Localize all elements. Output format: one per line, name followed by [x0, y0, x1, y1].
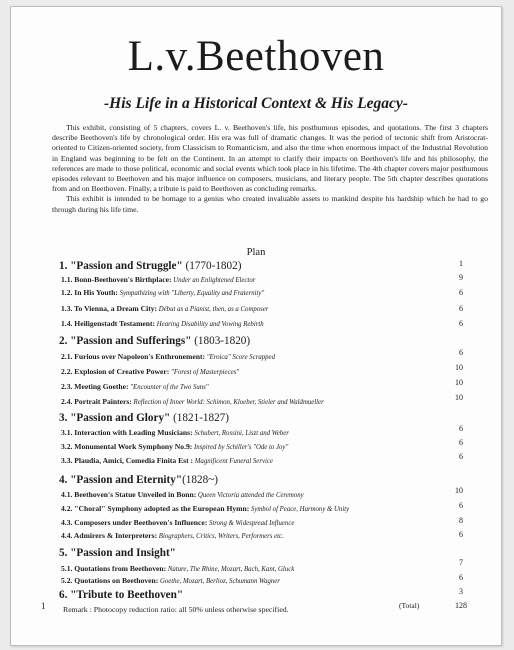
item-3-2 — [61, 442, 288, 452]
intro-paragraph: This exhibit is intended to be homage to a genius who created invaluable assets to mankind despite his hardship which he had to go through during his life time. — [52, 194, 488, 214]
item-2-3 — [61, 382, 209, 392]
chapter-title: 1. "Passion and Struggle" — [59, 260, 183, 272]
item-desc: Nature, The Rhine, Mozart, Bach, Kant, Gluck — [166, 566, 295, 573]
item-desc: Reflection of Inner World: Schimon, Kloeber, Stieler and Waldmueller — [131, 399, 324, 406]
item-label: 4.4. Admirers & Interpreters: — [61, 531, 158, 540]
chapter-title: 4. "Passion and Eternity" — [59, 474, 183, 486]
plan-heading: Plan — [246, 247, 266, 258]
document-subtitle: -His Life in a Historical Context & His Legacy- — [104, 95, 408, 112]
chapter-1-heading — [59, 260, 241, 273]
chapter-2-heading — [59, 335, 250, 348]
chapter-years: (1803-1820) — [191, 335, 251, 347]
item-1-2 — [61, 288, 264, 298]
chapter-years: (1821-1827) — [170, 412, 229, 424]
item-desc: Schubert, Rossini, Liszt and Weber — [192, 430, 289, 437]
item-label: 4.3. Composers under Beethoven's Influence: — [61, 518, 208, 527]
item-1-3 — [61, 304, 268, 314]
item-desc: Sympathizing with "Liberty, Equality and Fraternity" — [117, 290, 265, 297]
item-4-2 — [61, 504, 349, 514]
chapter-years: (1828~) — [182, 474, 218, 486]
document-title: L.v.Beethoven — [127, 33, 385, 80]
item-4-3 — [61, 518, 294, 528]
item-1-4-pages: 6 — [459, 319, 463, 328]
chapter-6-heading — [59, 589, 183, 602]
chapter-1-pages: 1 — [459, 259, 463, 268]
item-4-4 — [61, 531, 284, 541]
item-desc: Inspired by Schiller's "Ode to Joy" — [192, 444, 289, 451]
remark: Remark : Photocopy reduction ratio: all 50% unless otherwise specified. — [63, 605, 289, 614]
item-label: 4.2. "Choral" Symphony adopted as the European Hymn: — [61, 504, 250, 513]
chapter-5-pages: 7 — [459, 558, 463, 567]
item-4-1 — [61, 490, 304, 500]
item-desc: Under an Enlightened Elector — [171, 277, 256, 284]
item-2-2 — [61, 367, 239, 377]
chapter-title: 6. "Tribute to Beethoven" — [59, 589, 184, 601]
item-3-2-pages: 6 — [459, 438, 463, 447]
item-4-4-pages: 6 — [459, 530, 463, 539]
item-1-4 — [61, 319, 264, 329]
chapter-title: 3. "Passion and Glory" — [59, 412, 171, 424]
item-label: 1.4. Heiligenstadt Testament: — [61, 319, 156, 328]
item-label: 3.3. Plaudia, Amici, Comedia Finita Est : — [61, 456, 194, 465]
item-label: 2.1. Furious over Napoleon's Enthronement: — [61, 352, 206, 361]
item-2-4-pages: 10 — [455, 393, 463, 402]
item-3-1-pages: 6 — [459, 424, 463, 433]
item-desc: "Encounter of the Two Suns" — [128, 384, 209, 391]
total-label: (Total) — [399, 601, 420, 610]
item-3-1 — [61, 428, 289, 438]
intro-paragraph: This exhibit, consisting of 5 chapters, covers L. v. Beethoven's life, his posthumous episodes, and quotations. The first 3 chapters describe Beethoven's life by chronological order. His era was full of dramatic changes. It was the period of tectonic shift from Aristocrat-oriented to Citizen-oriented society, from Classicism to Romanticism, and also the time when enormous impact of the Industrial Revolution in England was beginning to be felt on the Continent. In an attempt to clarify their impacts on Beethoven's life and his philosophy, the references are made to those political, economic and social events which took place in his lifetime. The 4th chapter covers major posthumous episodes relevant to Beethoven and his major influence on composers, musicians, and literary people. The 5th chapter describes quotations from and on Beethoven. Finally, a tribute is paid to Beethoven as concluding remarks. — [52, 123, 488, 194]
total-pages: 128 — [455, 601, 467, 610]
item-desc: "Forest of Masterpieces" — [169, 369, 240, 376]
item-desc: Début as a Pianist, then, as a Composer — [157, 306, 269, 313]
chapter-3-heading — [59, 412, 229, 425]
page-number: 1 — [41, 601, 46, 611]
item-label: 2.2. Explosion of Creative Power: — [61, 367, 170, 376]
item-4-3-pages: 8 — [459, 516, 463, 525]
item-label: 1.2. In His Youth: — [61, 288, 118, 297]
item-2-1-pages: 6 — [459, 348, 463, 357]
item-4-2-pages: 6 — [459, 501, 463, 510]
item-2-3-pages: 10 — [455, 378, 463, 387]
chapter-4-heading — [59, 474, 218, 487]
item-2-2-pages: 10 — [455, 363, 463, 372]
chapter-years: (1770-1802) — [182, 260, 242, 272]
item-label: 4.1. Beethoven's Statue Unveiled in Bonn: — [61, 490, 197, 499]
item-4-1-pages: 10 — [455, 486, 463, 495]
item-desc: Queen Victoria attended the Ceremony — [196, 492, 304, 499]
item-desc: Symbol of Peace, Harmony & Unity — [249, 506, 350, 513]
item-label: 1.3. To Vienna, a Dream City: — [61, 304, 158, 313]
item-label: 2.4. Portrait Painters: — [61, 397, 132, 406]
document-page — [10, 6, 502, 646]
item-1-2-pages: 6 — [459, 288, 463, 297]
item-1-3-pages: 6 — [459, 304, 463, 313]
item-label: 5.1. Quotations from Beethoven: — [61, 564, 167, 573]
chapter-5-heading — [59, 547, 176, 560]
item-desc: Goethe, Mozart, Berlioz, Schumann Wagner — [158, 578, 280, 585]
item-5-2 — [61, 576, 280, 586]
item-desc: Strong & Widespread Influence — [207, 520, 295, 527]
item-desc: "Eroica" Score Scrapped — [205, 354, 275, 361]
item-2-4 — [61, 397, 324, 407]
item-label: 2.3. Meeting Goethe: — [61, 382, 129, 391]
intro-text — [52, 123, 488, 215]
chapter-6-pages: 3 — [459, 587, 463, 596]
item-label: 5.2. Quotations on Beethoven: — [61, 576, 159, 585]
item-desc: Magnificent Funeral Service — [193, 458, 273, 465]
item-desc: Biographers, Critics, Writers, Performers etc. — [157, 533, 284, 540]
chapter-title: 2. "Passion and Sufferings" — [59, 335, 192, 347]
item-desc: Hearing Disability and Vowing Rebirth — [155, 321, 264, 328]
item-label: 1.1. Bonn-Beethoven's Birthplace: — [61, 275, 172, 284]
item-1-1-pages: 9 — [459, 273, 463, 282]
item-label: 3.2. Monumental Work Symphony No.9: — [61, 442, 193, 451]
item-2-1 — [61, 352, 275, 362]
item-5-2-pages: 6 — [459, 573, 463, 582]
item-label: 3.1. Interaction with Leading Musicians: — [61, 428, 193, 437]
item-3-3 — [61, 456, 273, 466]
chapter-title: 5. "Passion and Insight" — [59, 547, 176, 559]
item-5-1 — [61, 564, 294, 574]
item-3-3-pages: 6 — [459, 452, 463, 461]
item-1-1 — [61, 275, 255, 285]
